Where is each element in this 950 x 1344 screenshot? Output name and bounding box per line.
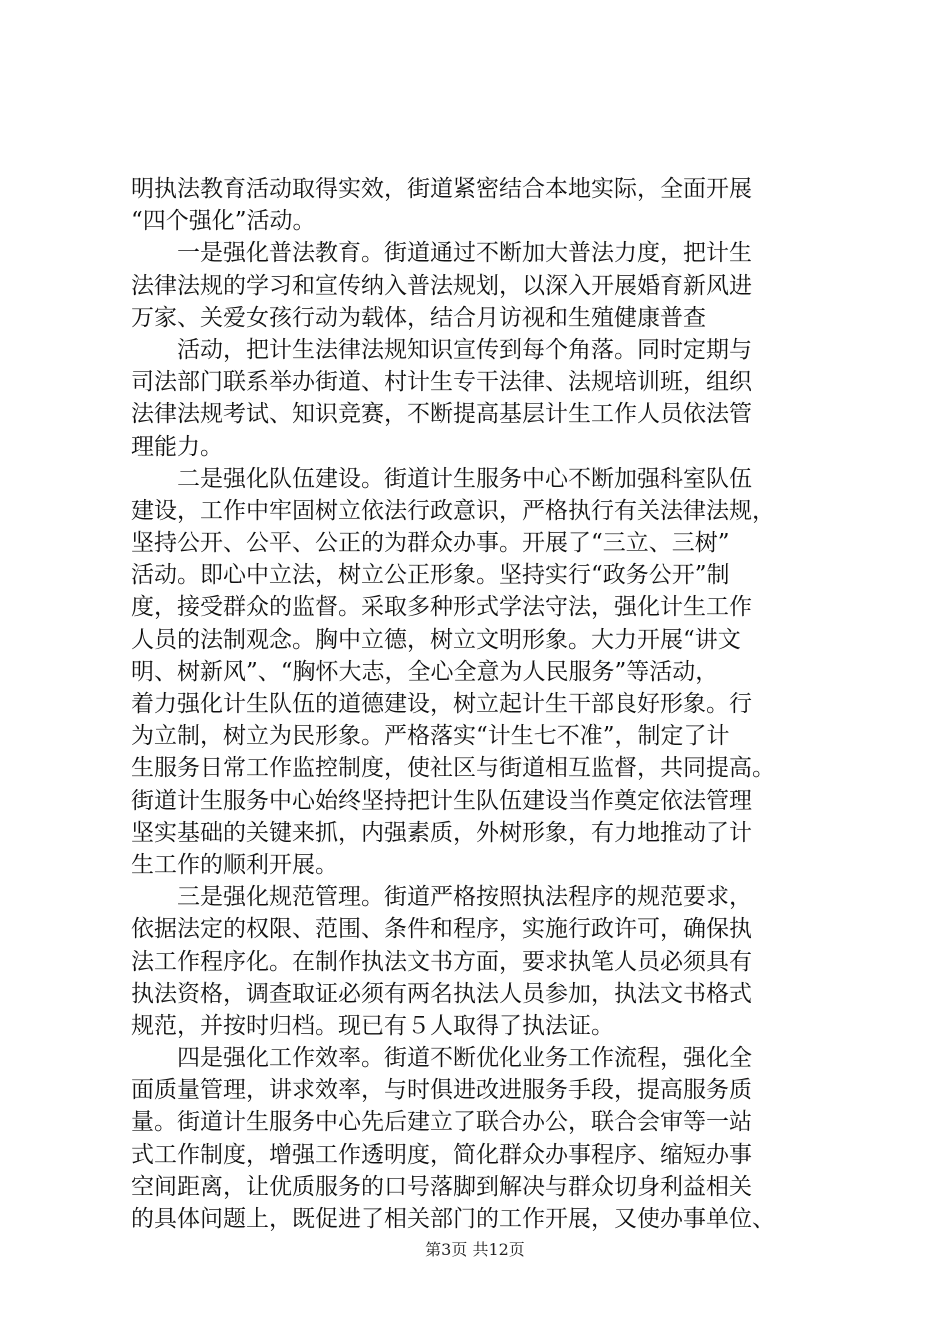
text-line: 坚实基础的关键来抓，内强素质，外树形象，有力地推动了计 [131, 819, 752, 846]
text-line: 的具体问题上，既促进了相关部门的工作开展，又使办事单位、 [131, 1206, 775, 1232]
text-line: 法律法规考试、知识竞赛，不断提高基层计生工作人员依法管 [131, 401, 752, 428]
text-line: 面质量管理，讲求效率，与时俱进改进服务手段，提高服务质 [131, 1077, 752, 1104]
text-line: 生工作的顺利开展。 [131, 851, 338, 878]
text-line: 三是强化规范管理。街道严格按照执法程序的规范要求， [131, 884, 752, 911]
text-line: 规范，并按时归档。现已有５人取得了执法证。 [131, 1012, 614, 1039]
text-line: 明、树新风”、“胸怀大志，全心全意为人民服务”等活动， [131, 658, 719, 685]
text-line: 街道计生服务中心始终坚持把计生队伍建设当作奠定依法管理 [131, 787, 752, 814]
text-line: 式工作制度，增强工作透明度，简化群众办事程序、缩短办事 [131, 1141, 752, 1168]
text-line: 活动。即心中立法，树立公正形象。坚持实行“政务公开”制 [131, 562, 730, 589]
text-line: 生服务日常工作监控制度，使社区与街道相互监督，共同提高。 [131, 755, 775, 782]
text-line: “四个强化”活动。 [131, 208, 316, 235]
document-body [131, 173, 831, 1235]
text-line: 法律法规的学习和宣传纳入普法规划，以深入开展婚育新风进 [131, 272, 752, 299]
text-line: 执法资格，调查取证必须有两名执法人员参加，执法文书格式 [131, 980, 752, 1007]
text-line: 法工作程序化。在制作执法文书方面，要求执笔人员必须具有 [131, 948, 752, 975]
text-line: 着力强化计生队伍的道德建设，树立起计生干部良好形象。行 [131, 691, 752, 717]
text-line: 空间距离，让优质服务的口号落脚到解决与群众切身利益相关 [131, 1173, 752, 1200]
text-line: 建设，工作中牢固树立依法行政意识，严格执行有关法律法规， [131, 497, 775, 524]
text-line: 依据法定的权限、范围、条件和程序，实施行政许可，确保执 [131, 916, 752, 943]
text-line: 理能力。 [131, 433, 223, 460]
text-line: 二是强化队伍建设。街道计生服务中心不断加强科室队伍 [131, 465, 752, 492]
text-line: 量。街道计生服务中心先后建立了联合办公，联合会审等一站 [131, 1109, 752, 1136]
text-line: 明执法教育活动取得实效，街道紧密结合本地实际，全面开展 [131, 176, 752, 202]
text-line: 一是强化普法教育。街道通过不断加大普法力度，把计生 [131, 240, 752, 267]
text-line: 人员的法制观念。胸中立德，树立文明形象。大力开展“讲文 [131, 626, 741, 653]
text-line: 四是强化工作效率。街道不断优化业务工作流程，强化全 [131, 1045, 752, 1072]
text-line: 为立制，树立为民形象。严格落实“计生七不准”，制定了计 [131, 723, 730, 750]
text-line: 万家、关爱女孩行动为载体，结合月访视和生殖健康普查 [131, 304, 706, 331]
text-line: 度，接受群众的监督。采取多种形式学法守法，强化计生工作 [131, 594, 752, 621]
text-line: 坚持公开、公平、公正的为群众办事。开展了“三立、三树” [131, 530, 730, 557]
text-line: 活动，把计生法律法规知识宣传到每个角落。同时定期与 [131, 336, 752, 363]
text-line: 司法部门联系举办街道、村计生专干法律、法规培训班，组织 [131, 369, 752, 396]
page-number-footer: 第3页 共12页 [425, 1240, 525, 1259]
